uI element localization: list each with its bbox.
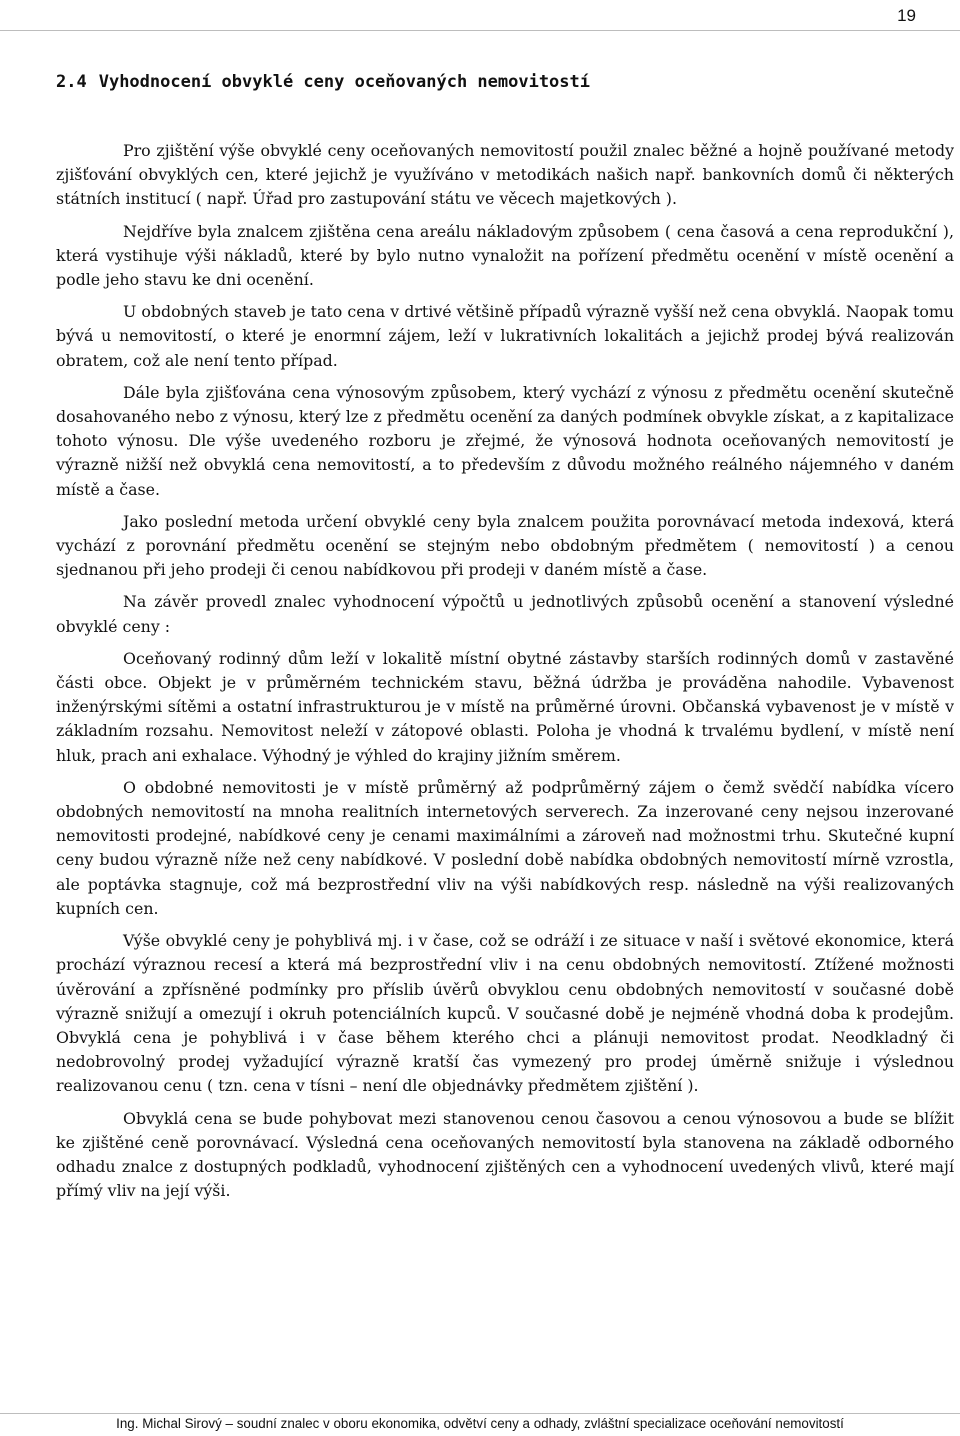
document-body (56, 70, 954, 1211)
paragraph-comparative-approach: Jako poslední metoda určení obvyklé ceny byla znalcem použita porovnávací metoda indexová, která vychází z porovnání předmětu ocenění se stejným nebo obdobným předmětem ( nemovitostí ) a cenou sjednanou při jeho prodeji či cenou nabídkovou při prodeji v daném místě a čase. (56, 511, 954, 580)
header-divider (0, 30, 960, 31)
paragraph-price-variability: Výše obvyklé ceny je pohyblivá mj. i v čase, což se odráží i ze situace v naší i světové ekonomice, která prochází výraznou recesí a která má bezprostřední vliv i na cenu obdobných nemovitostí. Ztížené možnosti úvěrování a zpřísněné podmínky pro příslib úvěrů obvyklou cenu obdobných nemovitostí v současné době výrazně snižují a omezují i okruh potenciálních kupců. V současné době je nejméně vhodná doba k prodejům. Obvyklá cena je pohyblivá i v čase během kterého chci a plánuji nemovitost prodat. Neodkladný či nedobrovolný prodej vyžadující výrazně kratší čas vymezený pro prodej úměrně snižuje i výslednou realizovanou cenu ( tzn. cena v tísni – není dle objednávky předmětem zjištění ). (56, 931, 954, 1096)
paragraph-property-location: Oceňovaný rodinný dům leží v lokalitě místní obytné zástavby starších rodinných domů v zastavěné části obce. Objekt je v průměrném technickém stavu, běžná údržba je prováděna nahodile. Vybavenost inženýrskými sítěmi a ostatní infrastrukturou je v místě na průměrné úrovni. Občanská vybavenost je v místě v základním rozsahu. Nemovitost neleží v zátopové oblasti. Poloha je vhodná k trvalému bydlení, v místě není hluk, prach ani exhalace. Výhodný je výhled do krajiny jižním směrem. (56, 648, 954, 765)
paragraph-market-demand: O obdobné nemovitosti je v místě průměrný až podprůměrný zájem o čemž svědčí nabídka vícero obdobných nemovitostí na mnoha realitních internetových serverech. Za inzerované ceny nejsou inzerované nemovitosti prodejné, nabídkové ceny je cenami maximálními a zároveň nad možnostmi trhu. Skutečné kupní ceny budou výrazně níže než ceny nabídkové. V poslední době nabídka obdobných nemovitostí mírně vzrostla, ale poptávka stagnuje, což má bezprostřední vliv na výši nabídkových resp. následně na výši realizovaných kupních cen. (56, 777, 954, 918)
page-number: 19 (897, 6, 916, 25)
section-number: 2.4 (56, 72, 87, 92)
paragraph-conclusion: Obvyklá cena se bude pohybovat mezi stanovenou cenou časovou a cenou výnosovou a bude se blížit ke zjištěné ceně porovnávací. Výsledná cena oceňovaných nemovitostí byla stanovena na základě odborného odhadu znalce z dostupných podkladů, vyhodnocení zjištěných cen a vyhodnocení uvedených vlivů, které mají přímý vliv na její výši. (56, 1108, 954, 1201)
paragraph-income-approach: Dále byla zjišťována cena výnosovým způsobem, který vychází z výnosu z předmětu ocenění skutečně dosahovaného nebo z výnosu, který lze z předmětu ocenění za daných podmínek obvykle získat, a z kapitalizace tohoto výnosu. Dle výše uvedeného rozboru je zřejmé, že výnosová hodnota oceňovaných nemovitostí je výrazně nižší než obvyklá cena nemovitostí, a to především z důvodu možného reálného nájemného v daném místě a čase. (56, 382, 954, 499)
paragraph-methods-intro: Pro zjištění výše obvyklé ceny oceňovaných nemovitostí použil znalec běžné a hojně používané metody zjišťování obvyklých cen, které jejichž je využíváno v metodikách našich např. bankovních domů či některých státních institucí ( např. Úřad pro zastupování státu ve věcech majetkových ). (56, 141, 954, 209)
paragraph-cost-comparison: U obdobných staveb je tato cena v drtivé většině případů výrazně vyšší než cena obvyklá. Naopak tomu bývá u nemovitostí, o které je enormní zájem, leží v lukrativních lokalitách a jejichž prodej bývá realizován obratem, což ale není tento případ. (56, 302, 954, 370)
paragraph-final-evaluation: Na závěr provedl znalec vyhodnocení výpočtů u jednotlivých způsobů ocenění a stanovení výsledné obvyklé ceny : (56, 592, 954, 636)
page-footer: Ing. Michal Sirový – soudní znalec v oboru ekonomika, odvětví ceny a odhady, zvláštní specializace oceňování nemovitostí (116, 1416, 844, 1431)
paragraph-cost-approach: Nejdříve byla znalcem zjištěna cena areálu nákladovým způsobem ( cena časová a cena reprodukční ), která vystihuje výši nákladů, které by bylo nutno vynaložit na pořízení předmětu ocenění v místě ocenění a podle jeho stavu ke dni ocenění. (56, 221, 954, 290)
section-heading (56, 70, 954, 94)
section-title: Vyhodnocení obvyklé ceny oceňovaných nemovitostí (98, 72, 590, 92)
